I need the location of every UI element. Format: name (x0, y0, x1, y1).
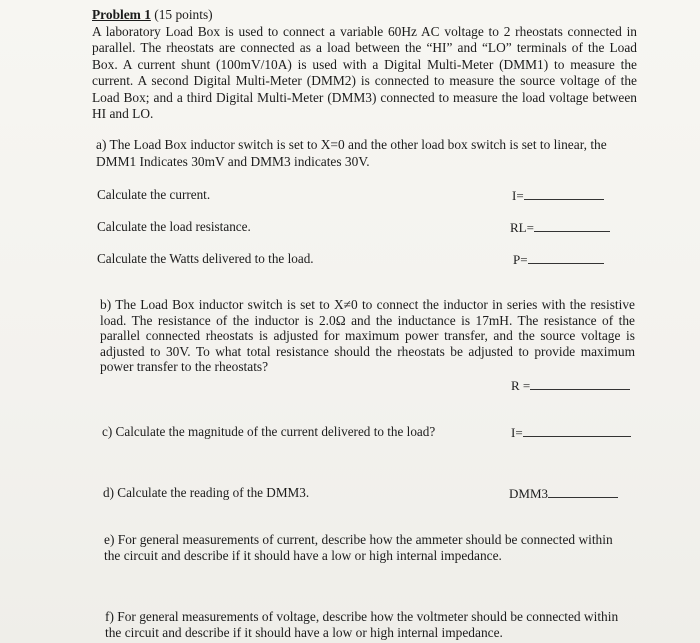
part-a-watts-answer[interactable] (513, 251, 604, 268)
part-a-watts-label: Calculate the Watts delivered to the load. (97, 251, 314, 266)
part-d-answer[interactable] (509, 485, 618, 502)
part-a-current-label: Calculate the current. (97, 187, 211, 202)
part-c-text: c) Calculate the magnitude of the current delivered to the load? (102, 424, 436, 439)
power-answer-blank[interactable] (528, 251, 604, 264)
part-d-symbol: DMM3 (509, 486, 549, 501)
part-c-answer-blank[interactable] (523, 424, 631, 437)
problem-intro: A laboratory Load Box is used to connect a variable 60Hz AC voltage to 2 rheostats connected in parallel. The rheostats are connected as a load between the “HI” and “LO” terminals of the Load Box. A current shunt (100mV/10A) is used with a Digital Multi-Meter (DMM1) to measure the current. A second Digital Multi-Meter (DMM2) is connected to measure the source voltage of the Load Box; and a third Digital Multi-Meter (DMM3) connected to measure the load voltage between HI and LO. (92, 23, 637, 121)
part-e-text: e) For general measurements of current, describe how the ammeter should be connected within the circuit and describe if it should have a low or high internal impedance. (104, 532, 613, 563)
part-a-resistance-label: Calculate the load resistance. (97, 219, 251, 234)
resistance-answer-blank[interactable] (534, 219, 610, 232)
part-c-answer[interactable] (511, 424, 631, 441)
current-symbol: I= (512, 188, 524, 203)
part-d-text: d) Calculate the reading of the DMM3. (103, 485, 310, 500)
part-f-text: f) For general measurements of voltage, describe how the voltmeter should be connected within the circuit and describe if it should have a low or high internal impedance. (105, 609, 619, 640)
resistance-symbol: RL= (510, 220, 534, 235)
part-b-text: b) The Load Box inductor switch is set to X≠0 to connect the inductor in series with the resistive load. The resistance of the inductor is 2.0Ω and the inductance is 17mH. The resistance of the parallel connected rheostats is adjusted for maximum power transfer, and the source voltage is adjusted to 30V. To what total resistance should the rheostats be adjusted to provide maximum power transfer to the rheostats? (100, 297, 635, 375)
problem-points: (15 points) (154, 7, 213, 22)
part-b-answer[interactable] (511, 377, 630, 394)
problem-intro-block (92, 7, 637, 123)
part-a-resistance-answer[interactable] (510, 219, 610, 236)
part-b-answer-blank[interactable] (530, 377, 630, 390)
part-b-symbol: R = (511, 378, 531, 393)
problem-title: Problem 1 (92, 7, 151, 22)
part-a-current-answer[interactable] (512, 187, 604, 204)
current-answer-blank[interactable] (524, 187, 604, 200)
power-symbol: P= (513, 252, 528, 267)
part-c-symbol: I= (511, 425, 523, 440)
part-a-text: a) The Load Box inductor switch is set to X=0 and the other load box switch is set to linear, the DMM1 Indicates 30mV and DMM3 indicates 30V. (96, 137, 607, 169)
part-d-answer-blank[interactable] (548, 485, 618, 498)
